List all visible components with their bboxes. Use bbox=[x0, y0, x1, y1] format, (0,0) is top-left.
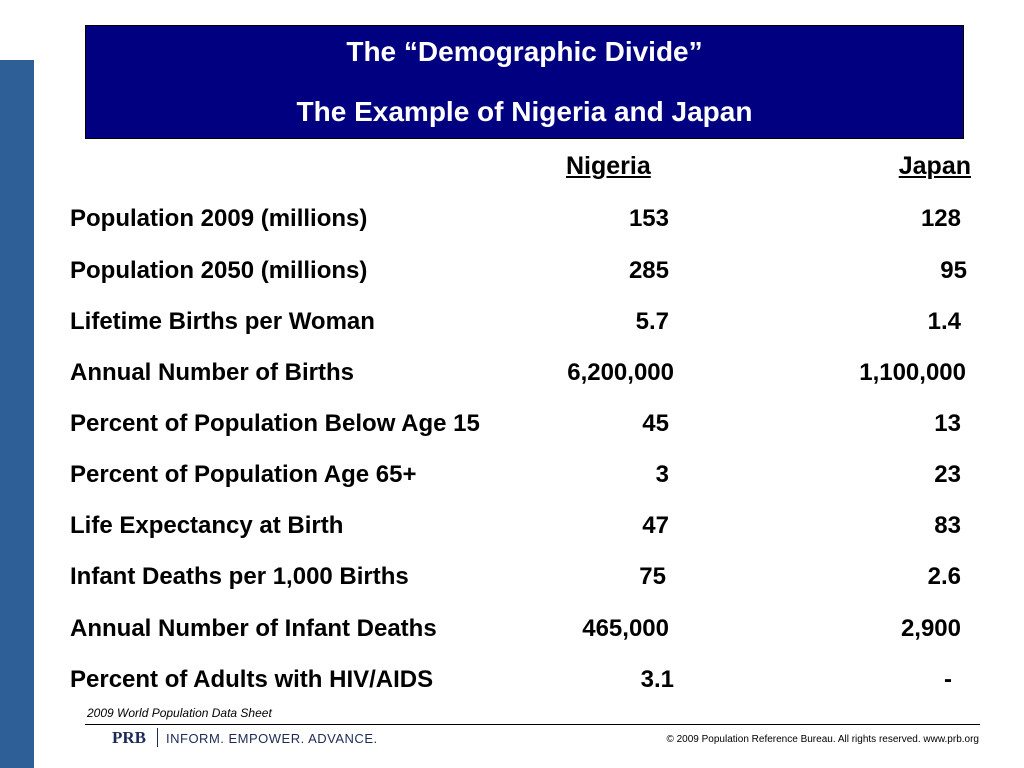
japan-value: 1.4 bbox=[927, 308, 961, 335]
row-label: Infant Deaths per 1,000 Births bbox=[70, 563, 409, 590]
table-row bbox=[0, 410, 1024, 450]
japan-value: 1,100,000 bbox=[859, 359, 966, 386]
nigeria-value: 3.1 bbox=[640, 666, 674, 693]
japan-value: - bbox=[944, 666, 952, 693]
row-label: Percent of Population Age 65+ bbox=[70, 461, 417, 488]
nigeria-value: 5.7 bbox=[635, 308, 669, 335]
japan-value: 2.6 bbox=[927, 563, 961, 590]
row-label: Population 2050 (millions) bbox=[70, 257, 368, 284]
title-line-1: The “Demographic Divide” bbox=[346, 36, 703, 67]
column-header-nigeria: Nigeria bbox=[566, 152, 651, 180]
nigeria-value: 285 bbox=[628, 257, 669, 284]
nigeria-value: 45 bbox=[642, 410, 669, 437]
nigeria-value: 75 bbox=[639, 563, 666, 590]
nigeria-value: 153 bbox=[628, 205, 669, 232]
row-label: Annual Number of Births bbox=[70, 359, 355, 386]
table-row bbox=[0, 666, 1024, 706]
nigeria-value: 47 bbox=[642, 512, 669, 539]
japan-value: 13 bbox=[934, 410, 961, 437]
table-row bbox=[0, 308, 1024, 348]
source-note: 2009 World Population Data Sheet bbox=[87, 706, 272, 720]
table-row bbox=[0, 615, 1024, 655]
japan-value: 128 bbox=[920, 205, 961, 232]
table-row bbox=[0, 257, 1024, 297]
prb-logo: PRB bbox=[112, 728, 146, 747]
row-label: Annual Number of Infant Deaths bbox=[70, 615, 437, 642]
row-label: Population 2009 (millions) bbox=[70, 205, 368, 232]
table-row bbox=[0, 461, 1024, 501]
logo-separator bbox=[157, 728, 158, 747]
japan-value: 83 bbox=[934, 512, 961, 539]
row-label: Life Expectancy at Birth bbox=[70, 512, 344, 539]
table-row bbox=[0, 563, 1024, 603]
nigeria-value: 6,200,000 bbox=[567, 359, 674, 386]
japan-value: 95 bbox=[940, 257, 967, 284]
japan-value: 23 bbox=[934, 461, 961, 488]
row-label: Lifetime Births per Woman bbox=[70, 308, 375, 335]
table-row bbox=[0, 205, 1024, 245]
copyright-notice: © 2009 Population Reference Bureau. All rights reserved. www.prb.org bbox=[666, 734, 979, 745]
footer-divider bbox=[85, 724, 980, 725]
title-banner bbox=[85, 25, 964, 139]
nigeria-value: 465,000 bbox=[582, 615, 669, 642]
table-row bbox=[0, 512, 1024, 552]
column-header-japan: Japan bbox=[898, 152, 971, 180]
japan-value: 2,900 bbox=[900, 615, 961, 642]
row-label: Percent of Adults with HIV/AIDS bbox=[70, 666, 434, 693]
nigeria-value: 3 bbox=[655, 461, 669, 488]
tagline: INFORM. EMPOWER. ADVANCE. bbox=[166, 731, 378, 746]
title-line-2: The Example of Nigeria and Japan bbox=[296, 96, 753, 127]
row-label: Percent of Population Below Age 15 bbox=[70, 410, 480, 437]
table-row bbox=[0, 359, 1024, 399]
